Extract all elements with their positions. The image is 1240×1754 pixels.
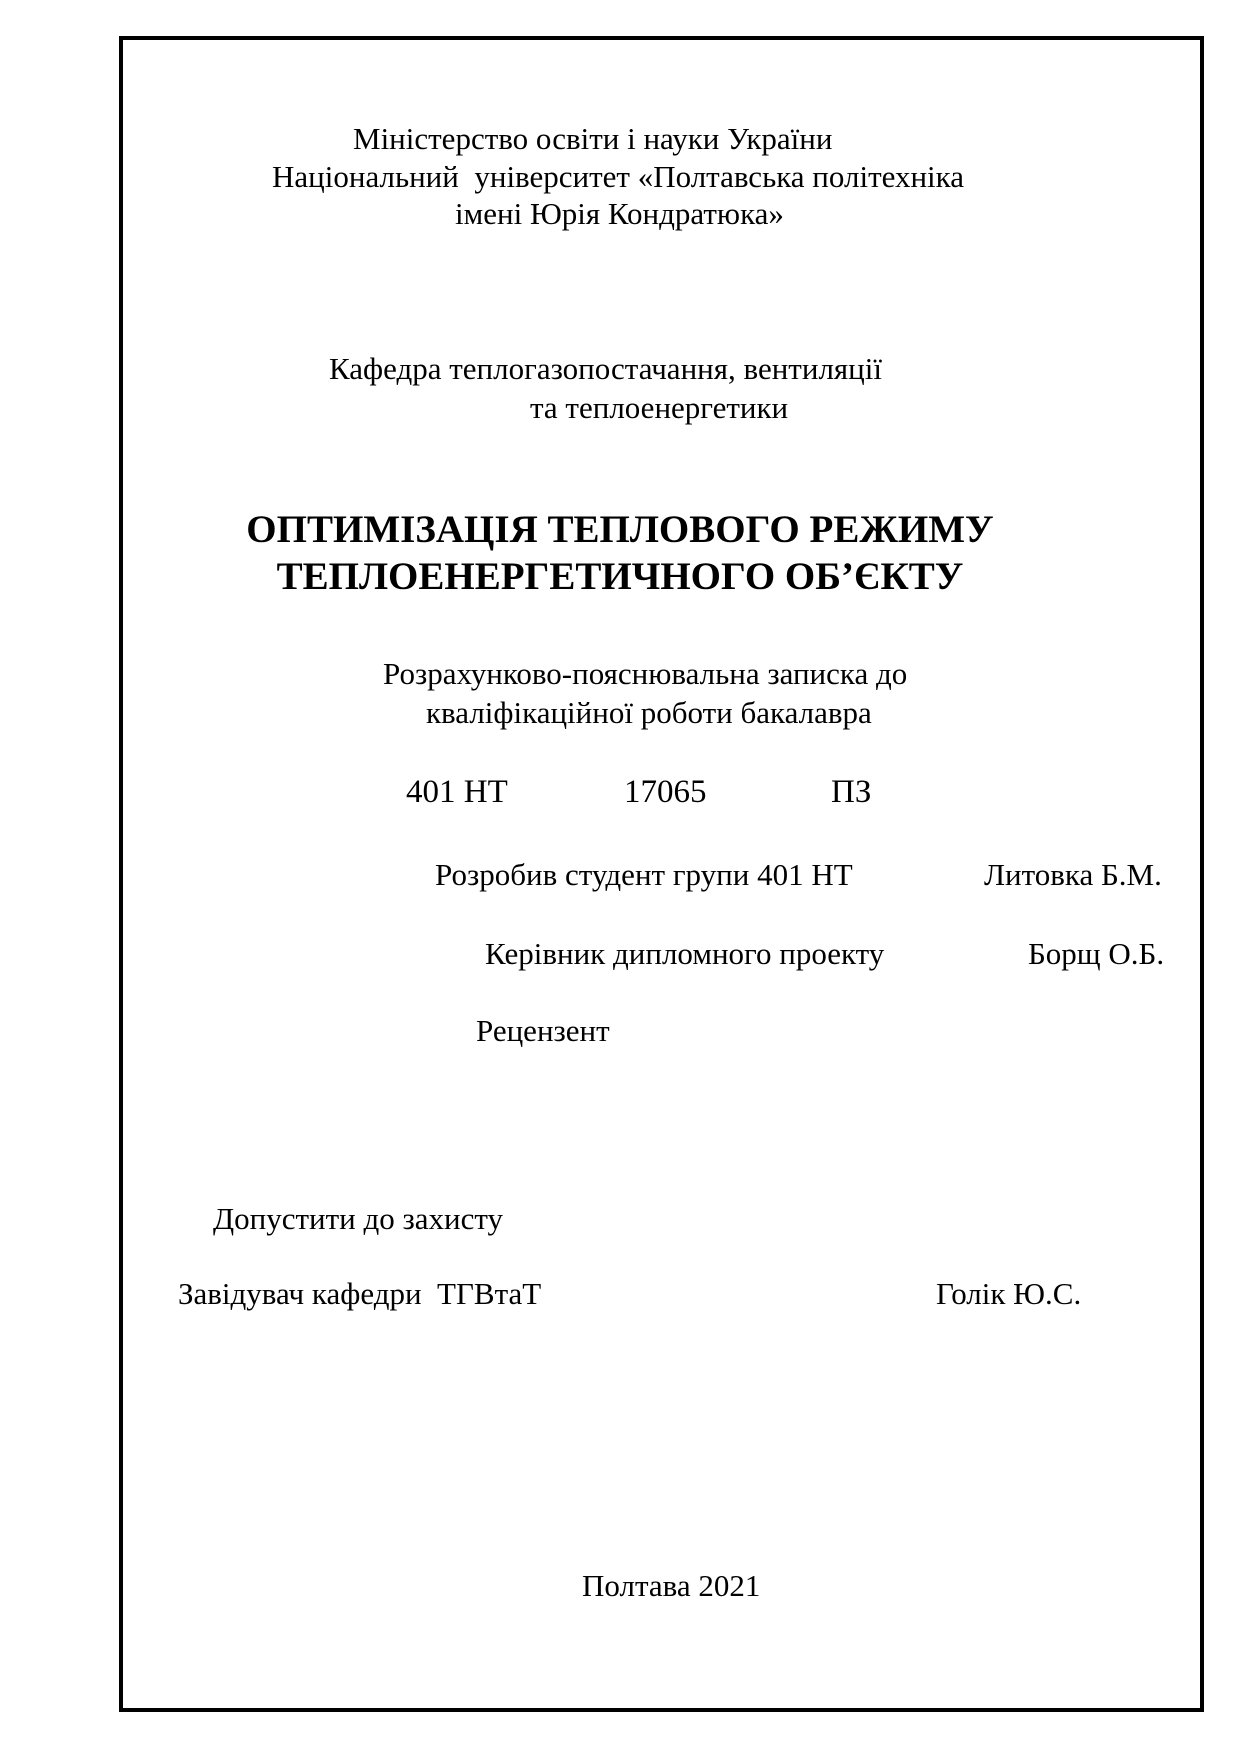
subtitle-line-2: кваліфікаційної роботи бакалавра [426,695,872,730]
head-of-department-name: Голік Ю.С. [936,1276,1082,1311]
city-year: Полтава 2021 [582,1568,761,1603]
university-line-1: Національний університет «Полтавська політехніка [272,159,965,194]
document-title-line-2: ТЕПЛОЕНЕРГЕТИЧНОГО ОБ’ЄКТУ [276,555,964,598]
developer-name: Литовка Б.М. [984,857,1162,892]
document-code-number: 17065 [624,774,707,810]
reviewer-label: Рецензент [476,1013,610,1048]
department-line-2: та теплоенергетики [530,390,789,425]
university-line-2: імені Юрія Кондратюка» [455,196,784,231]
document-code-type: ПЗ [831,774,872,810]
supervisor-label: Керівник дипломного проекту [485,936,885,971]
ministry-line: Міністерство освіти і науки України [353,121,833,156]
supervisor-name: Борщ О.Б. [1028,936,1165,971]
document-title-line-1: ОПТИМІЗАЦІЯ ТЕПЛОВОГО РЕЖИМУ [246,508,994,551]
document-code-group: 401 НТ [406,774,508,810]
department-line-1: Кафедра теплогазопостачання, вентиляції [329,351,882,386]
developer-label: Розробив студент групи 401 НТ [435,857,853,892]
subtitle-line-1: Розрахунково-пояснювальна записка до [383,656,908,691]
head-of-department-label: Завідувач кафедри ТГВтаТ [178,1276,542,1311]
admit-to-defense-label: Допустити до захисту [213,1201,504,1236]
